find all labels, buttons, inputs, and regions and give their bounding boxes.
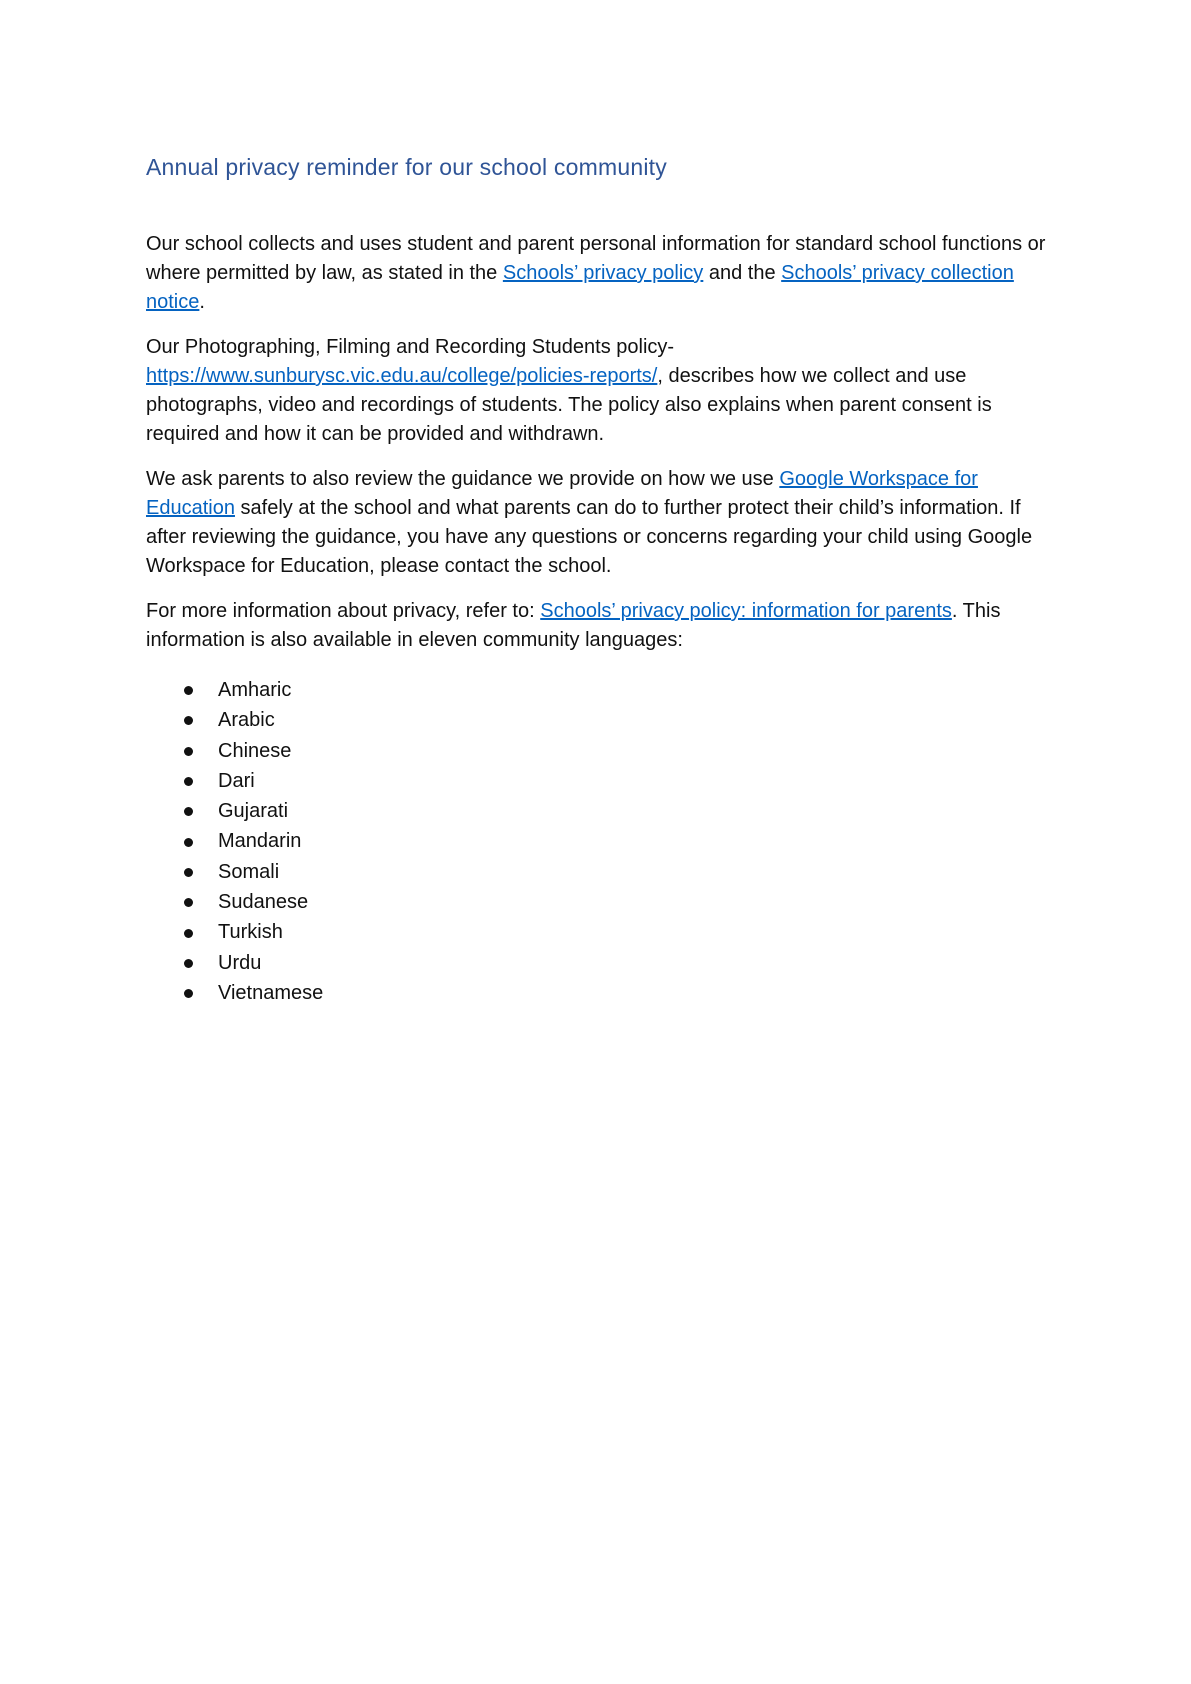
paragraph-photographing-policy — [146, 333, 1066, 449]
google-workspace-link[interactable]: Google Workspace for Education — [146, 468, 978, 519]
paragraph-more-information — [146, 597, 1066, 655]
language-label: Arabic — [218, 709, 275, 732]
document-title: Annual privacy reminder for our school community — [146, 154, 667, 180]
document-content — [146, 150, 1066, 1008]
list-item — [146, 948, 1066, 978]
language-label: Vietnamese — [218, 981, 324, 1004]
bullet-icon — [184, 868, 193, 877]
bullet-icon — [184, 686, 193, 695]
paragraph-text: , describes how we collect and use photographs, video and recordings of students. The policy also explains when parent consent is required and how it can be provided and withdrawn. — [146, 365, 992, 445]
bullet-icon — [184, 959, 193, 968]
language-label: Turkish — [218, 921, 283, 944]
list-item — [146, 796, 1066, 826]
language-label: Mandarin — [218, 830, 302, 853]
paragraph-text: safely at the school and what parents can do to further protect their child’s information. If after reviewing the guidance, you have any questions or concerns regarding your child using Google Workspace for Education, please contact the school. — [146, 497, 1033, 577]
paragraph-privacy-policy — [146, 230, 1066, 317]
language-label: Chinese — [218, 739, 292, 762]
list-item — [146, 675, 1066, 705]
bullet-icon — [184, 807, 193, 816]
bullet-icon — [184, 838, 193, 847]
paragraph-text: Our Photographing, Filming and Recording Students policy- — [146, 336, 675, 358]
list-item — [146, 887, 1066, 917]
paragraph-text: Our school collects and uses student and parent personal information for standard school functions or where permitted by law, as stated in the — [146, 233, 1046, 284]
paragraph-text: . This information is also available in eleven community languages: — [146, 600, 1001, 651]
list-item — [146, 978, 1066, 1008]
schools-privacy-policy-link[interactable]: Schools’ privacy policy — [502, 262, 704, 284]
list-item — [146, 705, 1066, 735]
bullet-icon — [184, 898, 193, 907]
bullet-icon — [184, 989, 193, 998]
language-label: Urdu — [218, 951, 262, 974]
language-label: Somali — [218, 860, 280, 883]
paragraph-text: For more information about privacy, refer to: — [146, 600, 541, 622]
language-label: Dari — [218, 769, 255, 792]
paragraph-text: and the — [703, 262, 782, 284]
policies-reports-link[interactable]: https://www.sunburysc.vic.edu.au/college/policies-reports/ — [146, 365, 658, 387]
bullet-icon — [184, 777, 193, 786]
list-item — [146, 917, 1066, 947]
list-item — [146, 736, 1066, 766]
list-item — [146, 766, 1066, 796]
information-for-parents-link[interactable]: Schools’ privacy policy: information for parents — [540, 600, 952, 622]
paragraph-text: . — [199, 291, 205, 313]
list-item — [146, 857, 1066, 887]
list-item — [146, 826, 1066, 856]
paragraph-text: We ask parents to also review the guidance we provide on how we use — [146, 468, 780, 490]
schools-privacy-collection-notice-link[interactable]: Schools’ privacy collection notice — [146, 262, 1014, 313]
bullet-icon — [184, 716, 193, 725]
language-label: Sudanese — [218, 891, 309, 914]
paragraph-google-workspace — [146, 465, 1066, 581]
bullet-icon — [184, 747, 193, 756]
bullet-icon — [184, 929, 193, 938]
language-label: Amharic — [218, 679, 292, 701]
language-label: Gujarati — [218, 800, 289, 823]
community-languages-list — [146, 675, 1066, 1008]
